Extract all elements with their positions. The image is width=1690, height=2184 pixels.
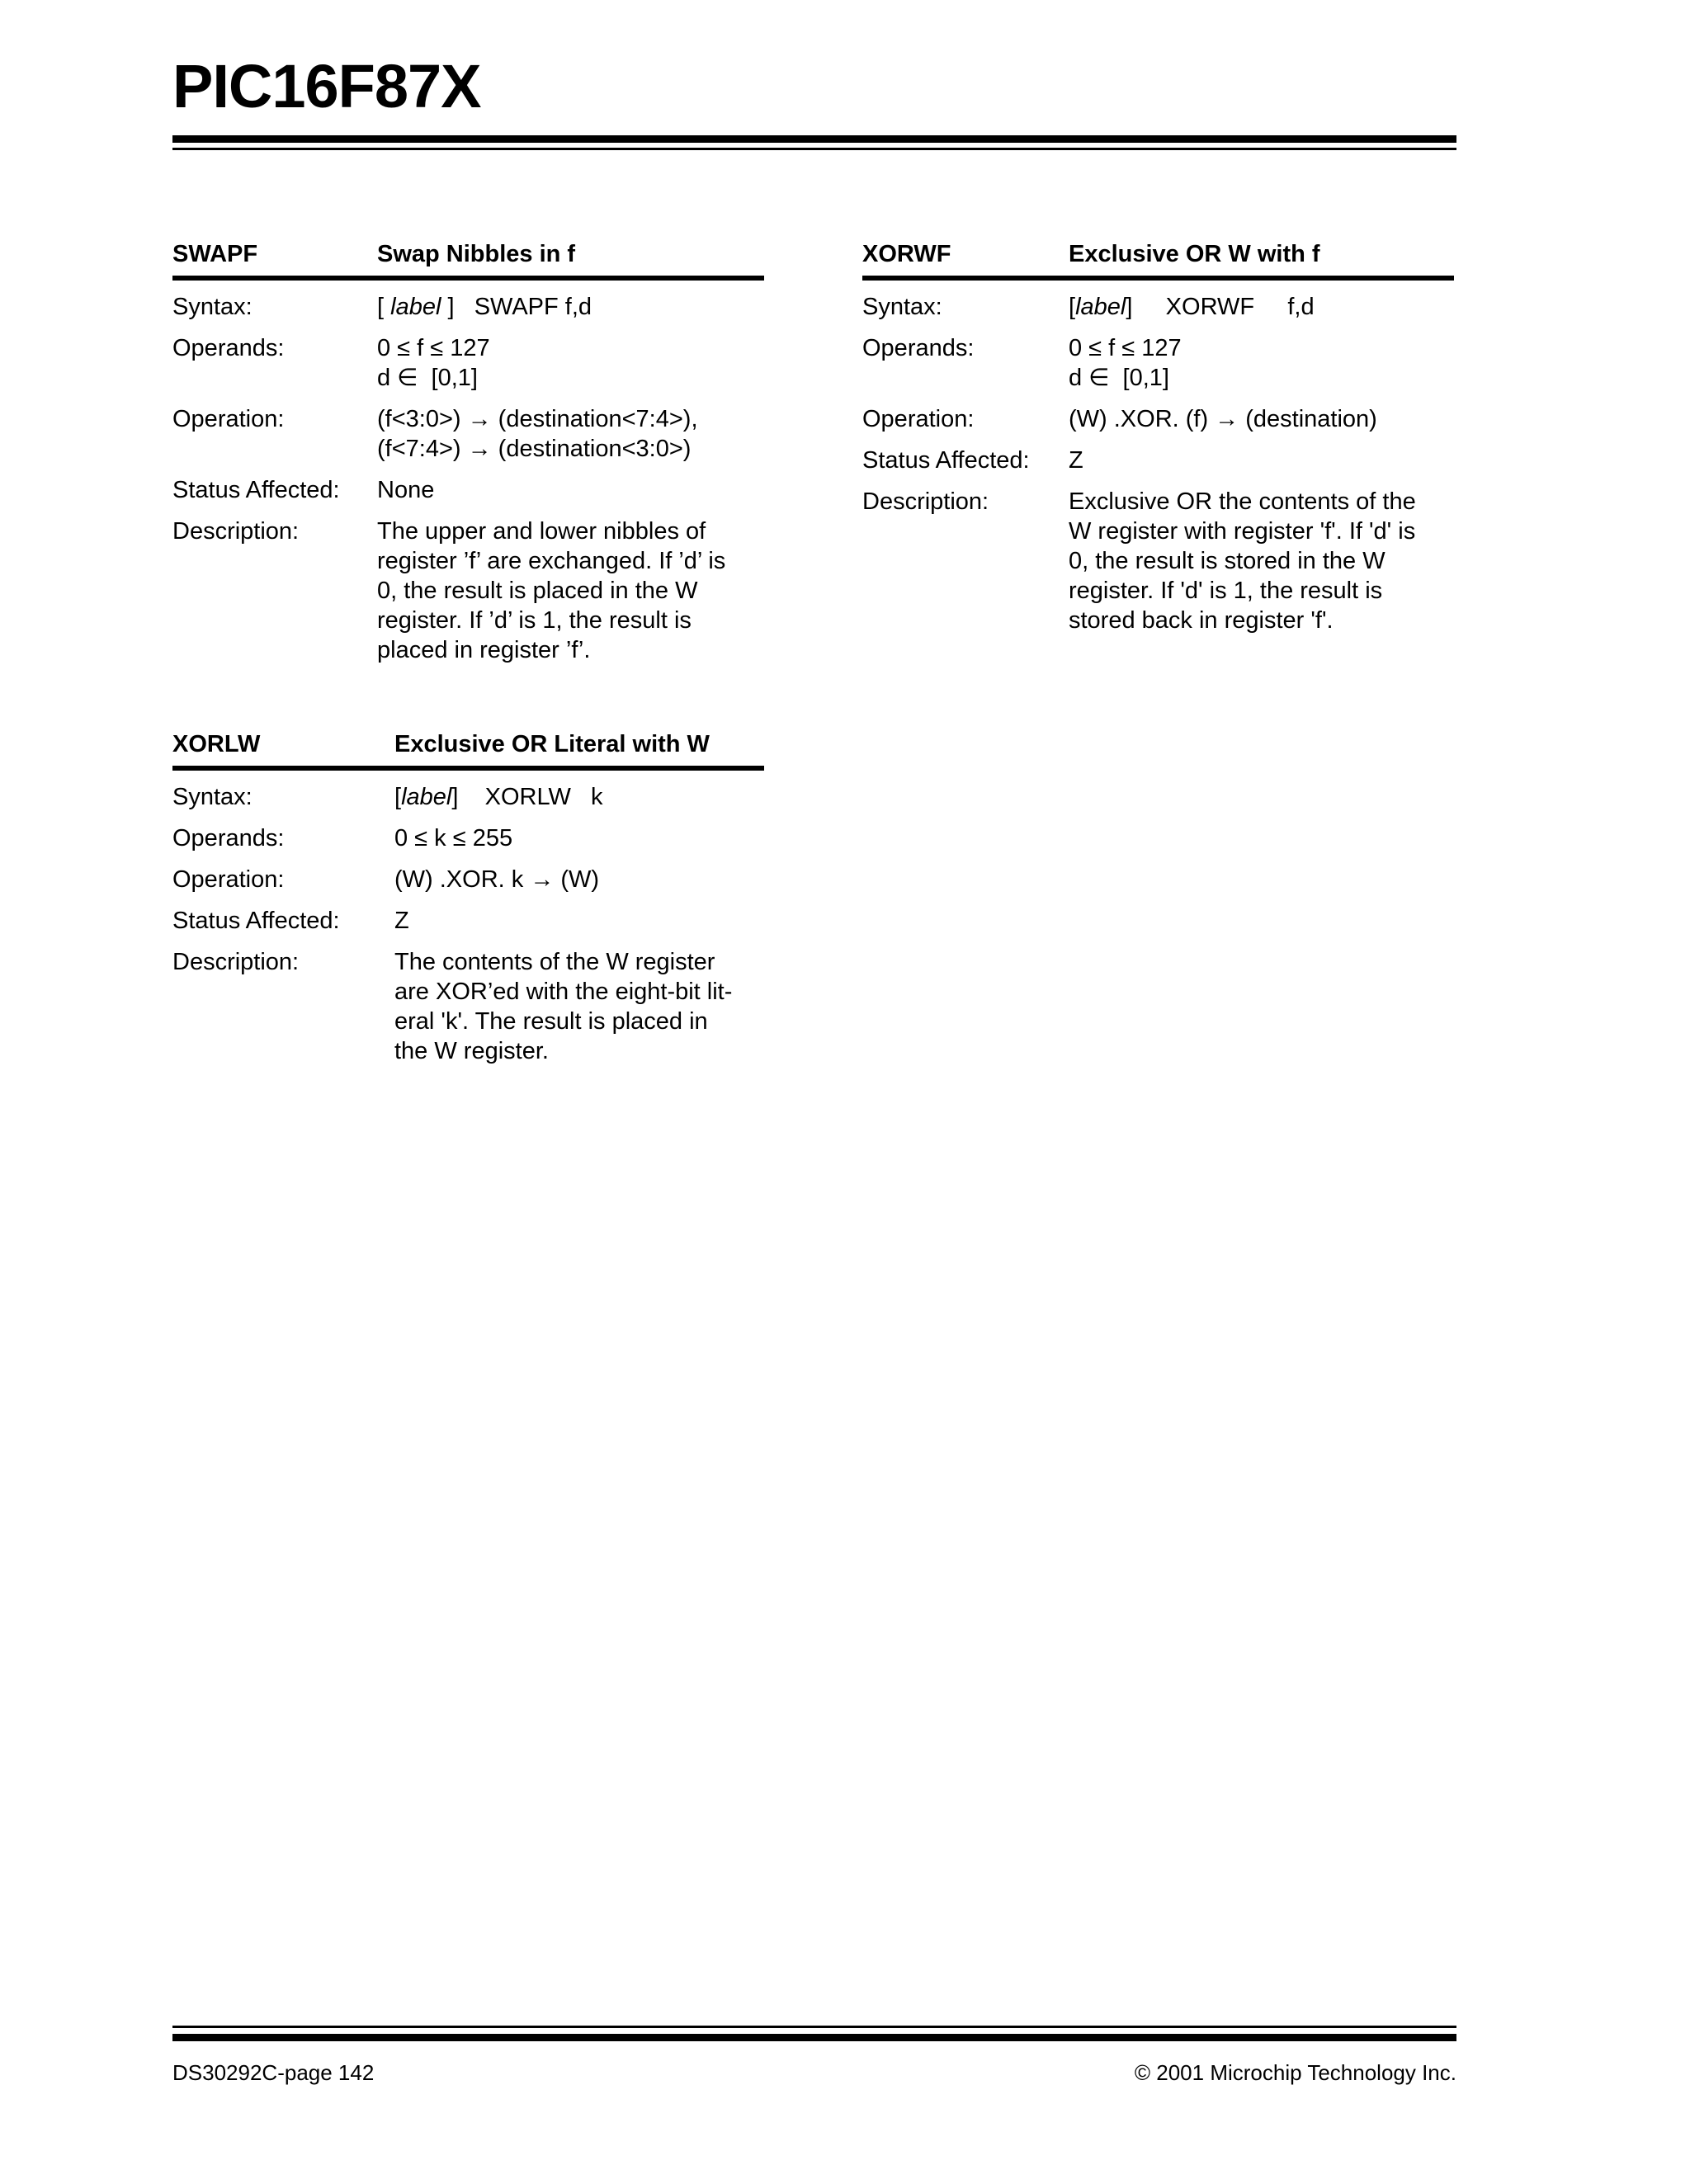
syntax-row <box>172 782 764 812</box>
operands-row <box>172 823 764 853</box>
status-label: Status Affected: <box>862 447 1030 474</box>
footer-rule-thick <box>172 2034 1456 2041</box>
status-value: None <box>377 477 435 503</box>
description-value: The contents of the W register are XOR’ed with the eight-bit lit- eral 'k'. The result is placed in the W register. <box>394 949 733 1064</box>
operation-label: Operation: <box>862 406 975 432</box>
syntax-row <box>862 292 1454 322</box>
copyright-notice: © 2001 Microchip Technology Inc. <box>1134 2060 1456 2085</box>
syntax-label: Syntax: <box>172 784 253 810</box>
status-label: Status Affected: <box>172 908 340 934</box>
syntax-value: [label] XORWF f,d <box>1069 294 1315 320</box>
operation-row <box>172 865 764 894</box>
instruction-title: Exclusive OR Literal with W <box>394 731 710 757</box>
label-keyword: label <box>390 294 441 320</box>
header-rule-thin <box>172 148 1456 150</box>
operands-label: Operands: <box>172 335 285 361</box>
operation-row <box>172 404 764 464</box>
instruction-swapf <box>172 239 764 665</box>
header-rule-thick <box>172 135 1456 143</box>
description-label: Description: <box>862 488 989 515</box>
status-label: Status Affected: <box>172 477 340 503</box>
instruction-title: Exclusive OR W with f <box>1069 241 1320 267</box>
operation-value: (W) .XOR. (f) → (destination) <box>1069 406 1377 432</box>
instruction-mnemonic: XORLW <box>172 731 261 757</box>
description-value: Exclusive OR the contents of the W register with register 'f'. If 'd' is 0, the result is stored in the W register. If 'd' is 1, the result is stored back in register 'f'. <box>1069 488 1416 634</box>
syntax-value: [label] XORLW k <box>394 784 603 810</box>
description-value: The upper and lower nibbles of register ’f’ are exchanged. If ’d’ is 0, the result is placed in the W register. If ’d’ is 1, the result is placed in register ’f’. <box>377 518 726 663</box>
syntax-label: Syntax: <box>172 294 253 320</box>
label-keyword: label <box>1075 294 1126 320</box>
syntax-row <box>172 292 764 322</box>
syntax-value: [ label ] SWAPF f,d <box>377 294 592 320</box>
instruction-mnemonic: SWAPF <box>172 241 258 267</box>
operation-value: (W) .XOR. k → (W) <box>394 866 600 893</box>
operands-value: 0 ≤ k ≤ 255 <box>394 825 513 851</box>
operands-label: Operands: <box>862 335 975 361</box>
instruction-title: Swap Nibbles in f <box>377 241 576 267</box>
footer-rule-thin <box>172 2026 1456 2028</box>
operands-value: 0 ≤ f ≤ 127 d ∈ [0,1] <box>377 335 490 391</box>
instruction-header <box>862 239 1454 281</box>
operands-label: Operands: <box>172 825 285 851</box>
operation-value: (f<3:0>) → (destination<7:4>), (f<7:4>) → (destination<3:0>) <box>377 406 698 462</box>
status-row <box>862 446 1454 475</box>
description-label: Description: <box>172 949 300 975</box>
status-value: Z <box>394 908 409 934</box>
document-title: PIC16F87X <box>172 52 481 120</box>
status-row <box>172 906 764 936</box>
status-value: Z <box>1069 447 1083 474</box>
instruction-mnemonic: XORWF <box>862 241 951 267</box>
description-row <box>862 487 1454 635</box>
syntax-label: Syntax: <box>862 294 942 320</box>
description-row <box>172 947 764 1066</box>
operands-value: 0 ≤ f ≤ 127 d ∈ [0,1] <box>1069 335 1182 391</box>
label-keyword: label <box>401 784 452 810</box>
status-row <box>172 475 764 505</box>
operation-label: Operation: <box>172 406 285 432</box>
page-number: DS30292C-page 142 <box>172 2060 375 2085</box>
instruction-header <box>172 729 764 771</box>
operands-row <box>172 333 764 393</box>
description-row <box>172 517 764 665</box>
operands-row <box>862 333 1454 393</box>
instruction-xorlw <box>172 729 764 1066</box>
instruction-xorwf <box>862 239 1454 635</box>
description-label: Description: <box>172 518 300 545</box>
operation-row <box>862 404 1454 434</box>
operation-label: Operation: <box>172 866 285 893</box>
instruction-header <box>172 239 764 281</box>
